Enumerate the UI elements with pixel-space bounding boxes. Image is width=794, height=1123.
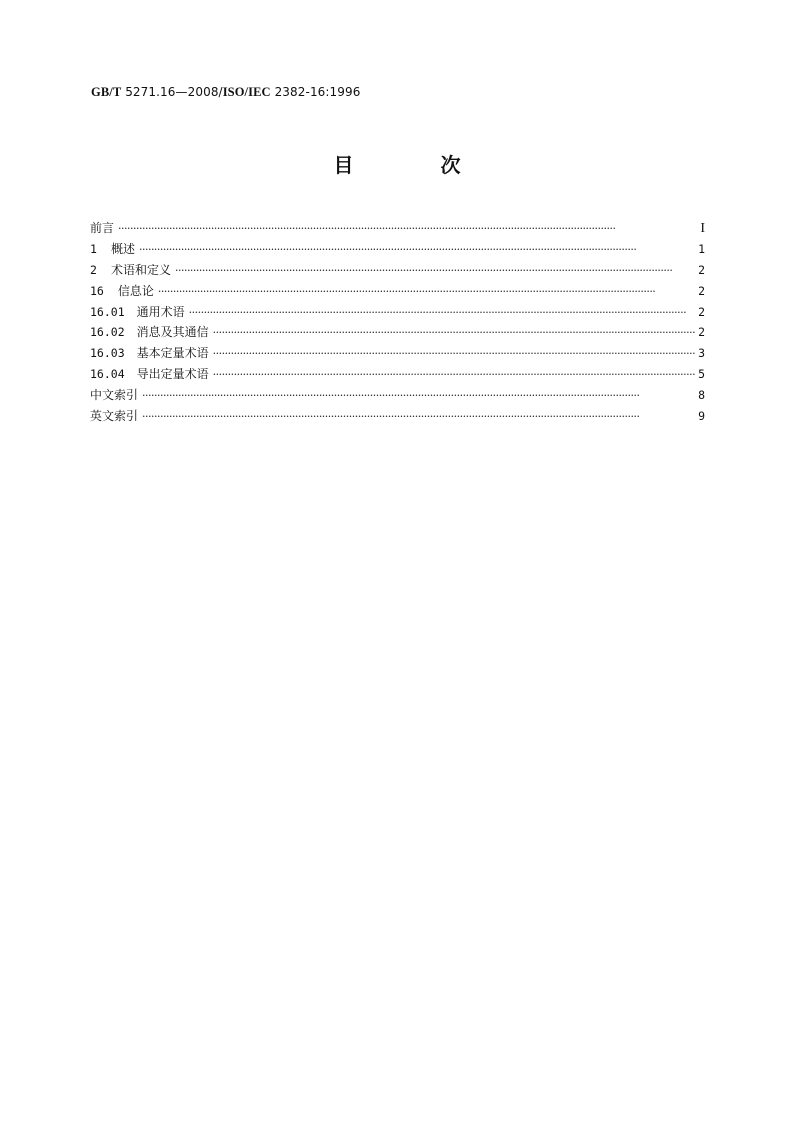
- table-of-contents: [90, 218, 705, 427]
- toc-entry-label: 概述: [110, 241, 135, 256]
- toc-entry-label: 消息及其通信: [136, 325, 209, 340]
- document-header: [91, 84, 361, 100]
- toc-entry-page: 2: [698, 325, 705, 340]
- toc-entry-number: 2: [90, 262, 97, 277]
- toc-entry-label: 基本定量术语: [136, 346, 209, 361]
- toc-entry-page: 9: [698, 409, 705, 424]
- toc-entry-label: 前言: [90, 221, 115, 235]
- iso-code: ISO/IEC: [222, 85, 271, 99]
- toc-entry[interactable]: [90, 322, 705, 343]
- toc-entry[interactable]: [90, 406, 705, 427]
- toc-entry-number: 16.02: [90, 325, 125, 340]
- toc-entry-number: 16.04: [90, 367, 125, 382]
- toc-dot-leader: [158, 282, 695, 303]
- toc-entry-label: 信息论: [117, 283, 154, 298]
- standard-number: 5271.16—2008/: [121, 85, 223, 99]
- toc-entry[interactable]: [90, 239, 705, 260]
- toc-entry[interactable]: [90, 260, 705, 281]
- toc-entry[interactable]: [90, 364, 705, 385]
- toc-entry-label: 导出定量术语: [136, 367, 209, 382]
- toc-entry-number: 16.03: [90, 346, 125, 361]
- toc-dot-leader: [175, 261, 695, 282]
- toc-dot-leader: [213, 323, 695, 344]
- toc-entry[interactable]: [90, 302, 705, 323]
- toc-entry-number: 16.01: [90, 304, 125, 319]
- toc-entry-page: 5: [698, 367, 705, 382]
- toc-dot-leader: [189, 303, 695, 324]
- toc-entry-page: 2: [698, 283, 705, 298]
- toc-entry-label: 术语和定义: [110, 262, 171, 277]
- page-title: 目 次: [333, 153, 501, 177]
- toc-entry-page: 1: [698, 241, 705, 256]
- toc-entry-number: 1: [90, 241, 97, 256]
- toc-dot-leader: [142, 407, 695, 428]
- toc-dot-leader: [139, 240, 695, 261]
- toc-entry[interactable]: [90, 218, 705, 239]
- toc-entry[interactable]: [90, 281, 705, 302]
- toc-entry-label: 英文索引: [90, 409, 139, 424]
- toc-entry-page: 2: [698, 304, 705, 319]
- toc-entry[interactable]: [90, 385, 705, 406]
- iso-number: 2382-16:1996: [270, 85, 361, 99]
- toc-dot-leader: [213, 344, 695, 365]
- toc-entry[interactable]: [90, 343, 705, 364]
- toc-dot-leader: [213, 365, 695, 386]
- toc-entry-page: 3: [698, 346, 705, 361]
- toc-entry-page: 2: [698, 262, 705, 277]
- standard-code: GB/T: [91, 85, 122, 99]
- toc-entry-page: 8: [698, 388, 705, 403]
- toc-entry-number: 16: [90, 283, 104, 298]
- toc-dot-leader: [118, 219, 695, 240]
- toc-dot-leader: [142, 386, 695, 407]
- toc-entry-label: 通用术语: [136, 304, 185, 319]
- toc-entry-page: I: [700, 221, 705, 236]
- toc-entry-label: 中文索引: [90, 388, 139, 403]
